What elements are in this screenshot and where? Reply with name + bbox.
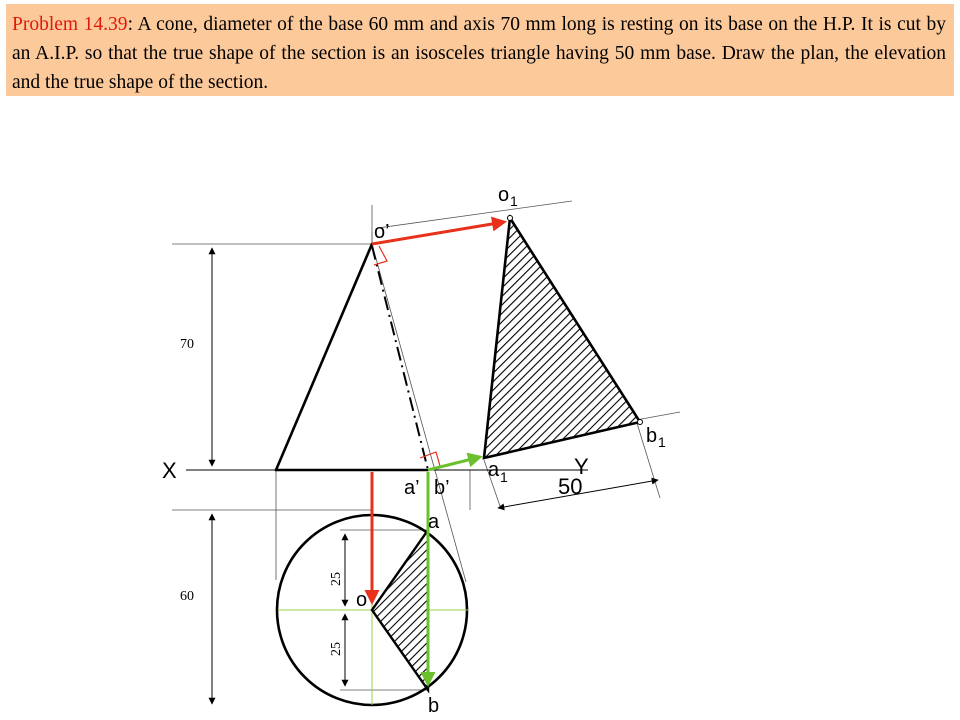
label-b1: b bbox=[646, 425, 658, 447]
problem-label: Problem 14.39 bbox=[12, 14, 128, 35]
projector-base-to-true-shape bbox=[428, 457, 480, 470]
label-b-prime: b’ bbox=[434, 477, 450, 499]
label-section-base-dimension: 50 bbox=[558, 474, 583, 499]
label-o1: o bbox=[498, 184, 510, 206]
label-x: X bbox=[162, 458, 177, 483]
label-o-prime: o’ bbox=[374, 221, 390, 243]
label-o1-subscript: 1 bbox=[510, 193, 518, 209]
label-y: Y bbox=[574, 454, 589, 479]
half-dimension-lower-label: 25 bbox=[329, 642, 344, 656]
label-a: a bbox=[428, 511, 440, 533]
plan-section bbox=[372, 530, 428, 690]
dimension-diameter-label: 60 bbox=[180, 589, 194, 604]
label-a1-subscript: 1 bbox=[500, 469, 508, 485]
projector-apex bbox=[372, 222, 504, 244]
problem-text: : A cone, diameter of the base 60 mm and axis 70 mm long is resting on its base on the H.P. It is cut by an A.I.P. so that the true shape of the section is an isosceles triangle having 50 mm base. Draw the plan, the elevation and the true shape of the section. bbox=[12, 14, 946, 93]
right-angle-mark-apex bbox=[374, 246, 387, 265]
cutting-plane-trace bbox=[372, 246, 428, 470]
label-a-prime: a’ bbox=[404, 477, 420, 499]
dimension-diameter bbox=[180, 514, 212, 704]
label-a1: a bbox=[488, 459, 500, 481]
label-b: b bbox=[428, 695, 440, 717]
label-b1-subscript: 1 bbox=[658, 434, 666, 450]
dimension-height-label: 70 bbox=[180, 337, 194, 352]
true-shape-section bbox=[484, 218, 640, 458]
label-o: o bbox=[356, 589, 368, 611]
half-dimension-upper-label: 25 bbox=[329, 572, 344, 586]
dimension-height bbox=[180, 248, 212, 466]
elevation-cone bbox=[276, 244, 428, 470]
